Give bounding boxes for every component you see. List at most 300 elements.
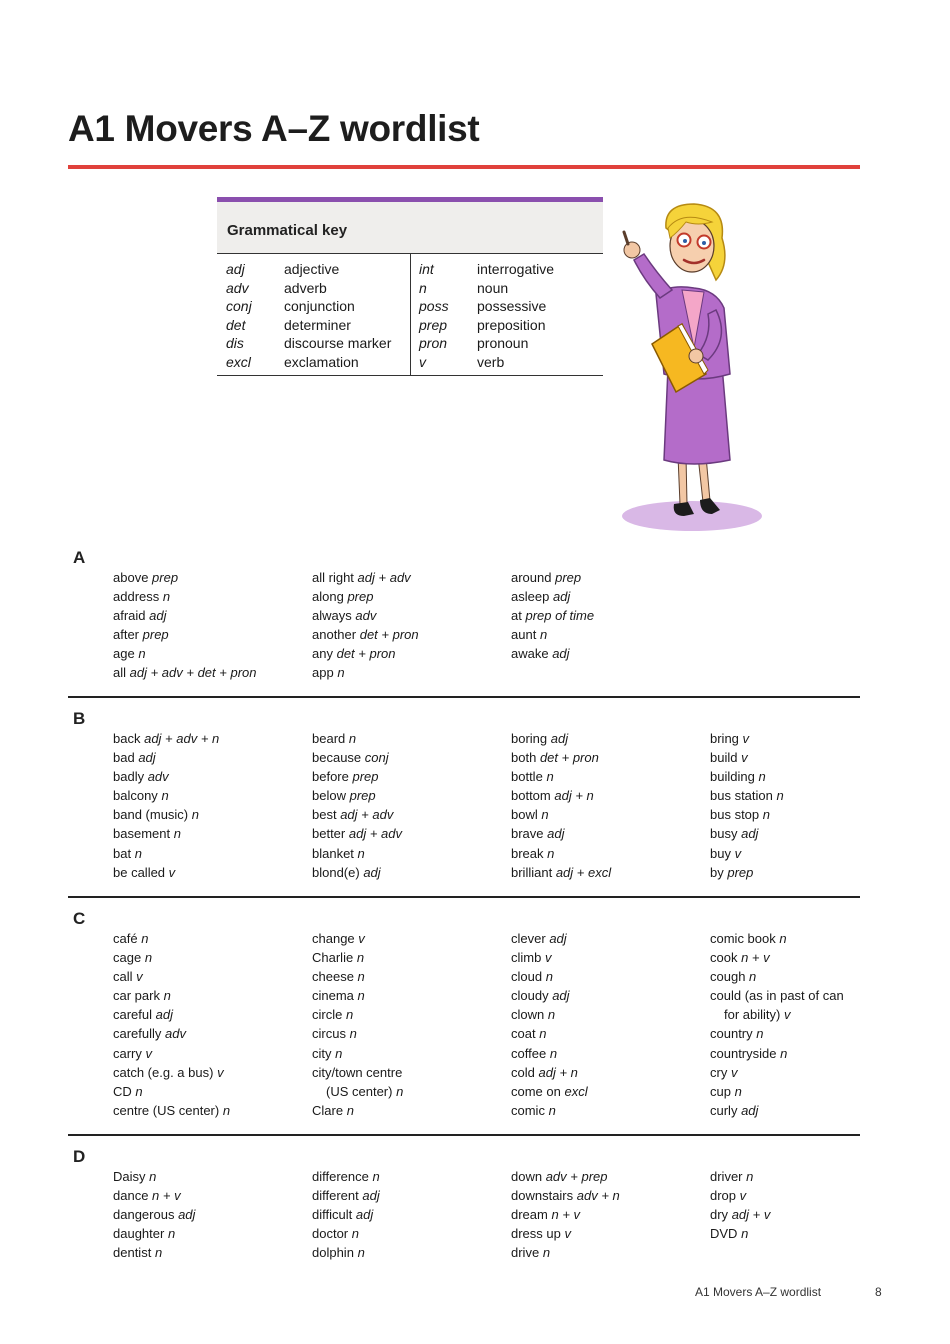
entry-part-of-speech: adv + n xyxy=(576,1188,620,1204)
entry-part-of-speech: prep xyxy=(727,864,754,880)
word-entry xyxy=(113,1101,308,1120)
word-entry xyxy=(312,1005,507,1024)
word-entry xyxy=(511,625,706,644)
word-entry xyxy=(511,948,706,967)
section-letter: B xyxy=(73,709,86,728)
entry-part-of-speech: prep xyxy=(555,570,582,585)
word-entry xyxy=(710,863,905,882)
entry-part-of-speech: n xyxy=(357,969,365,985)
entry-part-of-speech: n + v xyxy=(741,950,770,966)
word-entry xyxy=(710,1063,905,1082)
entry-word: curly xyxy=(710,1102,738,1118)
word-entry xyxy=(710,986,905,1005)
word-entry xyxy=(312,1186,507,1205)
word-entry xyxy=(710,844,905,863)
grammatical-key-abbreviation: prep xyxy=(419,316,448,333)
entry-word: beard xyxy=(312,731,346,746)
entry-part-of-speech: n xyxy=(357,988,365,1004)
entry-word: coffee xyxy=(511,1045,547,1061)
word-entry xyxy=(113,644,308,663)
word-column xyxy=(511,929,706,1120)
word-entry xyxy=(113,663,308,682)
word-entry xyxy=(312,568,507,587)
entry-word: change xyxy=(312,931,355,946)
entry-part-of-speech: prep xyxy=(142,627,169,643)
entry-word: dangerous xyxy=(113,1207,175,1223)
entry-part-of-speech: excl xyxy=(564,1083,588,1099)
entry-word: cup xyxy=(710,1083,731,1099)
word-entry xyxy=(113,986,308,1005)
entry-part-of-speech: n xyxy=(546,769,554,785)
entry-word: daughter xyxy=(113,1226,165,1242)
entry-word: dream xyxy=(511,1207,548,1223)
entry-part-of-speech: n xyxy=(346,1102,354,1118)
grammatical-key-row xyxy=(419,297,603,316)
word-entry xyxy=(312,1101,507,1120)
word-entry xyxy=(710,767,905,786)
entry-part-of-speech: n xyxy=(545,969,553,985)
entry-word: both xyxy=(511,750,537,766)
word-entry xyxy=(113,824,308,843)
entry-word: best xyxy=(312,807,337,823)
entry-part-of-speech: adj + v xyxy=(731,1207,771,1223)
entry-word: below xyxy=(312,788,346,804)
entry-word: above xyxy=(113,570,149,585)
grammatical-key-abbreviation: pron xyxy=(419,335,448,351)
entry-word: cook xyxy=(710,950,738,966)
entry-part-of-speech: n xyxy=(779,931,787,946)
entry-word: car park xyxy=(113,988,160,1004)
entry-word: cloudy xyxy=(511,988,549,1004)
entry-word: after xyxy=(113,627,140,643)
entry-word: all xyxy=(113,665,127,681)
footer-label: A1 Movers A–Z wordlist xyxy=(695,1285,822,1299)
entry-part-of-speech: n xyxy=(749,969,757,985)
entry-part-of-speech: n xyxy=(337,665,345,681)
grammatical-key-abbreviation: adj xyxy=(226,261,245,277)
entry-part-of-speech: n xyxy=(372,1169,380,1184)
entry-part-of-speech: n xyxy=(756,1026,764,1042)
entry-word: bus station xyxy=(710,788,773,804)
entry-part-of-speech: n xyxy=(349,1026,357,1042)
entry-word: drop xyxy=(710,1188,737,1204)
entry-part-of-speech: adv xyxy=(147,769,169,785)
entry-word: all right xyxy=(312,570,354,585)
entry-part-of-speech: prep xyxy=(152,570,179,585)
entry-part-of-speech: adj + adv xyxy=(340,807,394,823)
entry-word: bus stop xyxy=(710,807,760,823)
word-column xyxy=(312,1167,507,1262)
entry-word: cloud xyxy=(511,969,543,985)
entry-word: different xyxy=(312,1188,359,1204)
grammatical-key-abbreviation: n xyxy=(419,279,427,296)
entry-word: bat xyxy=(113,845,132,861)
entry-word: carry xyxy=(113,1045,142,1061)
word-entry xyxy=(710,748,905,767)
word-entry xyxy=(312,625,507,644)
word-entry xyxy=(710,1024,905,1043)
word-column xyxy=(113,929,308,1120)
entry-word: back xyxy=(113,731,141,746)
entry-part-of-speech: v xyxy=(168,864,176,880)
word-entry xyxy=(511,1101,706,1120)
entry-part-of-speech: adv xyxy=(355,608,377,624)
entry-part-of-speech: n xyxy=(351,1226,359,1242)
entry-part-of-speech: n xyxy=(776,788,784,804)
section-divider xyxy=(68,1134,860,1136)
word-entry xyxy=(710,824,905,843)
entry-word: around xyxy=(511,570,552,585)
entry-word: balcony xyxy=(113,788,158,804)
entry-word: by xyxy=(710,864,724,880)
grammatical-key-abbreviation: int xyxy=(419,261,434,277)
word-entry xyxy=(312,1044,507,1063)
entry-word: buy xyxy=(710,845,731,861)
word-entry xyxy=(113,606,308,625)
entry-word: driver xyxy=(710,1169,743,1184)
entry-word: band (music) xyxy=(113,807,189,823)
entry-part-of-speech: n xyxy=(345,1007,354,1023)
entry-part-of-speech: adj + n xyxy=(538,1064,578,1080)
word-entry xyxy=(710,786,905,805)
entry-part-of-speech: adj + adv xyxy=(348,826,402,842)
word-entry xyxy=(312,844,507,863)
word-entry xyxy=(113,786,308,805)
entry-word: any xyxy=(312,646,333,662)
word-entry xyxy=(511,568,706,587)
grammatical-key-row xyxy=(226,334,410,353)
entry-word: bottle xyxy=(511,769,543,785)
entry-word: be called xyxy=(113,864,166,880)
word-entry xyxy=(710,1205,905,1224)
entry-word: before xyxy=(312,769,349,785)
word-column xyxy=(710,1167,905,1243)
entry-word: address xyxy=(113,589,160,605)
word-column xyxy=(312,568,507,683)
entry-part-of-speech: n xyxy=(357,845,365,861)
word-entry xyxy=(312,986,507,1005)
entry-word: Clare xyxy=(312,1102,344,1118)
entry-part-of-speech: adj xyxy=(355,1207,374,1223)
word-entry xyxy=(511,1243,706,1262)
entry-part-of-speech: v xyxy=(564,1226,571,1242)
word-entry xyxy=(312,863,507,882)
word-entry xyxy=(511,1005,706,1024)
entry-part-of-speech: adj xyxy=(547,826,565,842)
word-entry xyxy=(312,587,507,606)
entry-part-of-speech: adj + adv + n xyxy=(144,731,220,746)
word-entry xyxy=(113,844,308,863)
entry-part-of-speech: n + v xyxy=(551,1207,581,1223)
grammatical-key-row xyxy=(226,353,410,372)
word-entry xyxy=(312,1024,507,1043)
word-entry xyxy=(710,1224,905,1243)
entry-part-of-speech: prep xyxy=(352,769,379,785)
entry-part-of-speech: v xyxy=(136,969,143,985)
word-entry xyxy=(511,967,706,986)
word-entry xyxy=(511,644,706,663)
entry-word: another xyxy=(312,627,357,643)
section-divider xyxy=(68,696,860,698)
word-entry xyxy=(312,1205,507,1224)
entry-part-of-speech: n xyxy=(163,988,171,1004)
grammatical-key-heading: Grammatical key xyxy=(217,202,603,254)
entry-word: cinema xyxy=(312,988,354,1004)
entry-part-of-speech: n xyxy=(547,1007,556,1023)
entry-word: café xyxy=(113,931,138,946)
word-entry xyxy=(113,1224,308,1243)
entry-word: better xyxy=(312,826,346,842)
word-column xyxy=(312,729,507,882)
entry-part-of-speech: adj xyxy=(552,589,571,605)
word-entry xyxy=(710,1082,905,1101)
word-entry xyxy=(511,1044,706,1063)
entry-word: asleep xyxy=(511,589,550,605)
grammatical-key xyxy=(217,197,603,376)
entry-part-of-speech: v xyxy=(742,731,750,746)
entry-word: cage xyxy=(113,950,142,966)
entry-part-of-speech: n xyxy=(356,950,365,966)
word-entry xyxy=(312,1243,507,1262)
entry-part-of-speech: n xyxy=(162,589,171,605)
page-title: A1 Movers A–Z wordlist xyxy=(68,108,480,149)
entry-part-of-speech: adj xyxy=(550,731,569,746)
entry-part-of-speech: adj xyxy=(178,1207,196,1223)
entry-word: dance xyxy=(113,1188,149,1204)
word-entry xyxy=(511,863,706,882)
entry-word: clever xyxy=(511,931,546,946)
word-entry xyxy=(312,967,507,986)
word-entry xyxy=(113,587,308,606)
word-entry xyxy=(113,1005,308,1024)
entry-part-of-speech: adj + adv xyxy=(357,570,411,585)
page-number: 8 xyxy=(875,1285,882,1299)
section-letter: A xyxy=(73,548,86,567)
entry-part-of-speech: v xyxy=(217,1064,224,1080)
word-column xyxy=(710,729,905,882)
word-column xyxy=(113,729,308,882)
word-column xyxy=(710,929,905,1120)
entry-part-of-speech: adj xyxy=(155,1007,174,1023)
entry-word: Daisy xyxy=(113,1169,146,1184)
entry-word: build xyxy=(710,750,738,766)
entry-word: comic xyxy=(511,1102,545,1118)
word-entry xyxy=(113,863,308,882)
grammatical-key-abbreviation: conj xyxy=(226,298,252,314)
word-entry xyxy=(511,929,706,948)
entry-word: difference xyxy=(312,1169,369,1184)
entry-word: dry xyxy=(710,1207,729,1223)
entry-word: come on xyxy=(511,1083,561,1099)
entry-part-of-speech: n xyxy=(549,1045,558,1061)
grammatical-key-row xyxy=(419,334,603,353)
entry-word: blanket xyxy=(312,845,354,861)
grammatical-key-meaning: adjective xyxy=(284,261,340,277)
word-entry xyxy=(511,786,706,805)
grammatical-key-row xyxy=(226,260,410,279)
word-entry xyxy=(312,663,507,682)
word-entry xyxy=(113,625,308,644)
entry-word: bottom xyxy=(511,788,551,804)
entry-word: clown xyxy=(511,1007,545,1023)
word-entry xyxy=(511,1186,706,1205)
word-entry xyxy=(511,748,706,767)
entry-word: dress up xyxy=(511,1226,561,1242)
entry-part-of-speech: n xyxy=(396,1083,404,1099)
grammatical-key-abbreviation: dis xyxy=(226,335,244,351)
word-entry xyxy=(113,748,308,767)
word-entry xyxy=(710,929,905,948)
word-entry xyxy=(710,1101,905,1120)
entry-part-of-speech: det + pron xyxy=(539,750,599,766)
entry-part-of-speech: n xyxy=(135,1083,143,1099)
entry-word: (US center) xyxy=(326,1083,393,1099)
entry-word: dentist xyxy=(113,1245,152,1261)
word-entry xyxy=(312,948,507,967)
entry-part-of-speech: adv xyxy=(165,1026,187,1042)
entry-part-of-speech: n xyxy=(762,807,771,823)
entry-word: bowl xyxy=(511,807,538,823)
entry-word: comic book xyxy=(710,931,776,946)
entry-part-of-speech: n xyxy=(134,845,142,861)
entry-word: country xyxy=(710,1026,753,1042)
entry-part-of-speech: n xyxy=(548,1102,556,1118)
entry-word: bad xyxy=(113,750,135,766)
word-entry xyxy=(710,1005,905,1024)
entry-part-of-speech: n xyxy=(138,646,146,662)
entry-word: city/town centre xyxy=(312,1064,403,1080)
entry-word: cheese xyxy=(312,969,354,985)
word-entry xyxy=(113,805,308,824)
entry-part-of-speech: adj + adv + det + pron xyxy=(129,665,257,681)
grammatical-key-meaning: adverb xyxy=(284,279,327,296)
word-entry xyxy=(113,568,308,587)
entry-word: afraid xyxy=(113,608,146,624)
entry-part-of-speech: conj xyxy=(364,750,389,766)
entry-word: awake xyxy=(511,646,549,662)
word-entry xyxy=(113,1082,308,1101)
entry-word: cry xyxy=(710,1064,728,1080)
word-entry xyxy=(511,606,706,625)
grammatical-key-right-column xyxy=(410,254,603,375)
word-entry xyxy=(511,1024,706,1043)
entry-word: always xyxy=(312,608,352,624)
word-entry xyxy=(113,1243,308,1262)
entry-part-of-speech: n xyxy=(734,1083,742,1099)
word-entry xyxy=(113,967,308,986)
entry-part-of-speech: v xyxy=(783,1007,791,1023)
entry-part-of-speech: prep xyxy=(349,788,376,804)
word-entry xyxy=(113,1205,308,1224)
word-entry xyxy=(113,948,308,967)
entry-word: circus xyxy=(312,1026,346,1042)
entry-word: DVD xyxy=(710,1226,738,1242)
entry-part-of-speech: n xyxy=(541,807,549,823)
word-entry xyxy=(710,967,905,986)
word-entry xyxy=(113,729,308,748)
entry-part-of-speech: n xyxy=(161,788,169,804)
grammatical-key-abbreviation: poss xyxy=(419,298,449,314)
entry-part-of-speech: v xyxy=(145,1045,153,1061)
grammatical-key-meaning: noun xyxy=(477,279,509,296)
word-entry xyxy=(710,1186,905,1205)
entry-part-of-speech: n xyxy=(141,931,149,946)
section-divider xyxy=(68,896,860,898)
word-entry xyxy=(511,1205,706,1224)
entry-word: downstairs xyxy=(511,1188,574,1204)
entry-part-of-speech: n xyxy=(539,1026,547,1042)
entry-part-of-speech: n xyxy=(144,950,153,966)
entry-part-of-speech: n xyxy=(173,826,181,842)
entry-part-of-speech: n xyxy=(167,1226,176,1242)
entry-part-of-speech: n xyxy=(780,1045,788,1061)
entry-part-of-speech: adj xyxy=(138,750,156,766)
word-entry xyxy=(511,729,706,748)
entry-part-of-speech: n xyxy=(539,627,548,643)
entry-part-of-speech: n xyxy=(758,769,766,785)
entry-word: boring xyxy=(511,731,548,746)
word-entry xyxy=(710,729,905,748)
word-column xyxy=(113,1167,308,1262)
entry-part-of-speech: n xyxy=(191,807,199,823)
entry-word: climb xyxy=(511,950,542,966)
word-entry xyxy=(312,606,507,625)
entry-part-of-speech: adv + prep xyxy=(545,1169,608,1184)
word-column xyxy=(511,1167,706,1262)
entry-word: drive xyxy=(511,1245,540,1261)
grammatical-key-meaning: conjunction xyxy=(284,298,355,314)
entry-part-of-speech: adj xyxy=(549,931,567,946)
word-entry xyxy=(312,729,507,748)
word-entry xyxy=(312,786,507,805)
entry-part-of-speech: v xyxy=(734,845,742,861)
entry-part-of-speech: adj xyxy=(741,1102,759,1118)
grammatical-key-row xyxy=(226,279,410,298)
grammatical-key-meaning: pronoun xyxy=(477,335,529,351)
entry-part-of-speech: n xyxy=(222,1102,231,1118)
entry-part-of-speech: adj xyxy=(149,608,167,624)
entry-part-of-speech: prep xyxy=(347,589,374,605)
word-entry xyxy=(312,1167,507,1186)
word-entry xyxy=(312,1063,507,1082)
entry-part-of-speech: v xyxy=(358,931,365,946)
word-entry xyxy=(113,1044,308,1063)
entry-word: along xyxy=(312,589,344,605)
word-entry xyxy=(710,1167,905,1186)
word-entry xyxy=(312,767,507,786)
entry-word: blond(e) xyxy=(312,864,360,880)
word-entry xyxy=(511,844,706,863)
word-entry xyxy=(113,1186,308,1205)
word-entry xyxy=(511,986,706,1005)
word-entry xyxy=(312,644,507,663)
word-column xyxy=(113,568,308,683)
entry-word: doctor xyxy=(312,1226,349,1242)
entry-part-of-speech: n xyxy=(154,1245,163,1261)
grammatical-key-row xyxy=(226,316,410,335)
word-entry xyxy=(511,1082,706,1101)
grammatical-key-row xyxy=(419,260,603,279)
entry-word: could (as in past of can xyxy=(710,988,844,1004)
title-rule xyxy=(68,165,860,169)
word-entry xyxy=(511,1063,706,1082)
grammatical-key-row xyxy=(226,297,410,316)
entry-part-of-speech: n xyxy=(357,1245,365,1261)
entry-part-of-speech: adj + excl xyxy=(555,864,612,880)
entry-part-of-speech: adj xyxy=(363,864,381,880)
grammatical-key-row xyxy=(419,279,603,298)
entry-part-of-speech: det + pron xyxy=(359,627,419,643)
